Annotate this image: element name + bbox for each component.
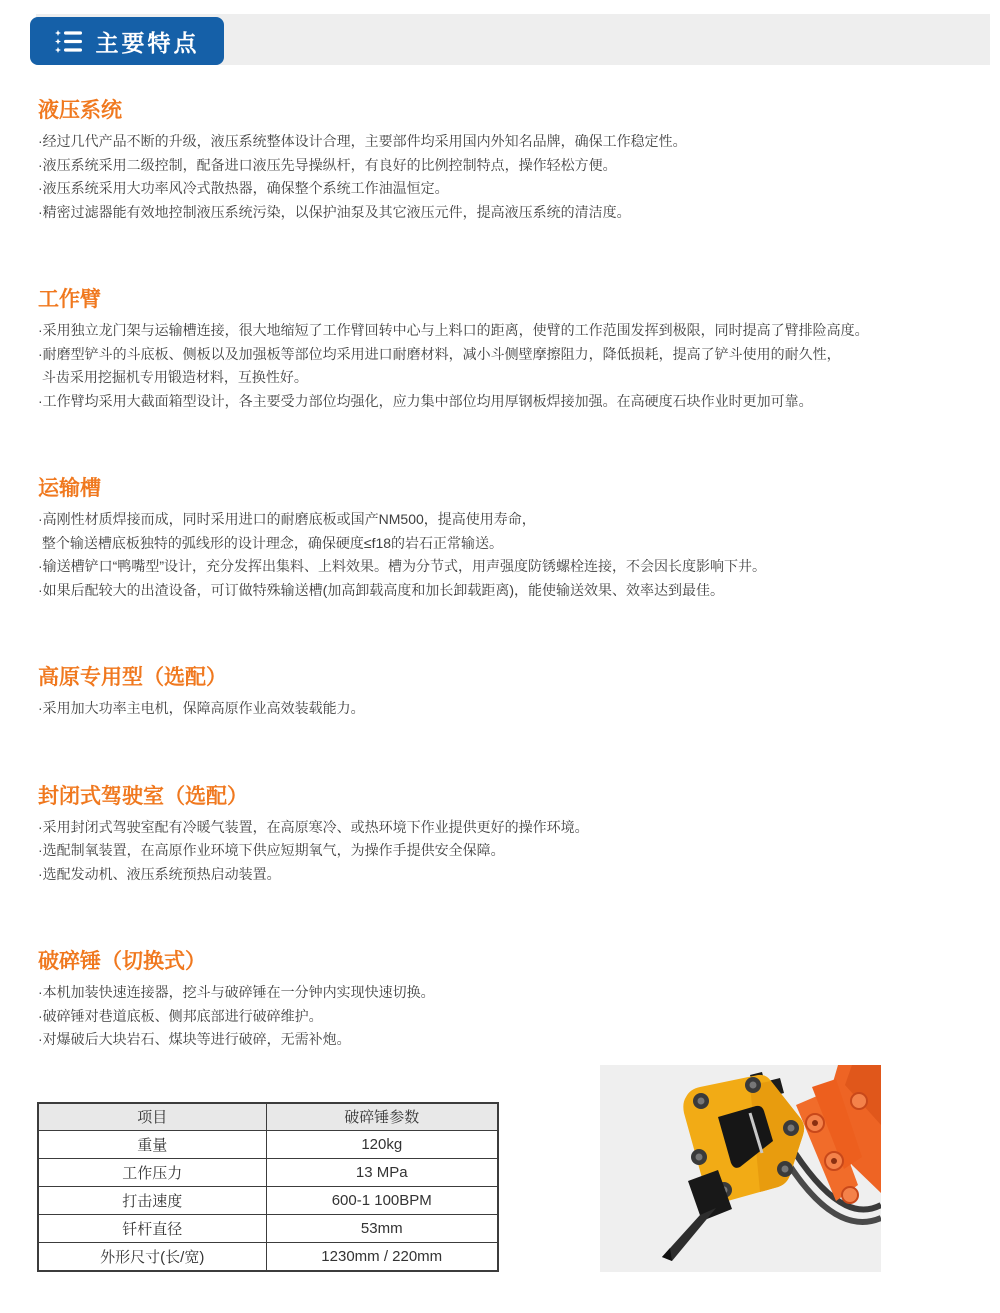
table-row (38, 1187, 498, 1215)
section-heading: 破碎锤（切换式） (38, 950, 206, 973)
feature-line: 整个输送槽底板独特的弧线形的设计理念，确保硬度≤f18的岩石正常输送。 (38, 534, 504, 551)
table-row (38, 1131, 498, 1159)
section-body (38, 130, 1000, 224)
feature-line: ·液压系统采用大功率风冷式散热器，确保整个系统工作油温恒定。 (38, 180, 449, 196)
feature-line: ·工作臂均采用大截面箱型设计，各主要受力部位均强化，应力集中部位均用厚钢板焊接加强。在高硬度石块作业时更加可靠。 (38, 392, 813, 409)
section-body (38, 981, 1000, 1052)
spec-value: 1230mm / 220mm (266, 1243, 498, 1271)
section-heading: 运输槽 (38, 477, 101, 500)
feature-line: ·输送槽铲口“鸭嘴型”设计，充分发挥出集料、上料效果。槽为分节式，用声强度防锈螺栓连接，不会因长度影响下井。 (38, 558, 766, 574)
feature-line: ·采用加大功率主电机，保障高原作业高效装载能力。 (38, 700, 365, 716)
section-title-badge (30, 17, 224, 65)
table-row (38, 1215, 498, 1243)
section-body (38, 319, 1000, 413)
section-plateau-type (38, 666, 1000, 721)
feature-line: ·经过几代产品不断的升级，液压系统整体设计合理，主要部件均采用国内外知名品牌，确保工作稳定性。 (38, 133, 687, 149)
feature-line: ·高刚性材质焊接而成，同时采用进口的耐磨底板或国产NM500，提高使用寿命， (38, 511, 536, 527)
section-body (38, 816, 1000, 887)
section-body (38, 697, 1000, 721)
list-icon (55, 30, 82, 53)
feature-line: ·精密过滤器能有效地控制液压系统污染，以保护油泵及其它液压元件，提高液压系统的清洁度。 (38, 203, 631, 220)
feature-line: ·选配发动机、液压系统预热启动装置。 (38, 865, 281, 882)
breaker-spec-table (37, 1102, 499, 1272)
page-title: 主要特点 (95, 29, 200, 56)
section-hydraulic-system (38, 99, 1000, 224)
section-body (38, 508, 1000, 602)
section-heading: 工作臂 (38, 288, 101, 311)
breaker-hammer-image (600, 1065, 881, 1272)
section-heading: 高原专用型（选配） (38, 666, 227, 689)
feature-line: ·采用封闭式驾驶室配有冷暖气装置，在高原寒冷、或热环境下作业提供更好的操作环境。 (38, 818, 589, 835)
table-row (38, 1159, 498, 1187)
spec-label: 重量 (38, 1131, 266, 1159)
spec-label: 打击速度 (38, 1187, 266, 1215)
bottom-row (38, 1065, 1000, 1295)
section-breaker-hammer (38, 950, 1000, 1052)
spec-label: 外形尺寸(长/宽) (38, 1243, 266, 1271)
feature-line: ·破碎锤对巷道底板、侧邦底部进行破碎维护。 (38, 1007, 323, 1024)
spec-value: 53mm (266, 1215, 498, 1243)
main-content (0, 99, 1000, 1295)
feature-line: 斗齿采用挖掘机专用锻造材料，互换性好。 (38, 369, 308, 385)
spec-value: 600-1 100BPM (266, 1187, 498, 1215)
col-header-params: 破碎锤参数 (266, 1103, 498, 1131)
section-working-arm (38, 288, 1000, 413)
feature-line: ·本机加装快速连接器，挖斗与破碎锤在一分钟内实现快速切换。 (38, 984, 435, 1000)
section-enclosed-cab (38, 785, 1000, 887)
table-header-row (38, 1103, 498, 1131)
feature-line: ·对爆破后大块岩石、煤块等进行破碎，无需补炮。 (38, 1031, 351, 1047)
spec-label: 工作压力 (38, 1159, 266, 1187)
table-row (38, 1243, 498, 1271)
section-heading: 液压系统 (38, 99, 122, 122)
spec-value: 120kg (266, 1131, 498, 1159)
section-transport-trough (38, 477, 1000, 602)
feature-line: ·采用独立龙门架与运输槽连接，很大地缩短了工作臂回转中心与上料口的距离，使臂的工作范围发挥到极限，同时提高了臂排险高度。 (38, 322, 869, 338)
page-header (0, 0, 1000, 65)
spec-label: 钎杆直径 (38, 1215, 266, 1243)
feature-line: ·耐磨型铲斗的斗底板、侧板以及加强板等部位均采用进口耐磨材料，减小斗侧壁摩擦阻力，降低损耗，提高了铲斗使用的耐久性， (38, 345, 841, 362)
feature-line: ·选配制氧装置，在高原作业环境下供应短期氧气，为操作手提供安全保障。 (38, 842, 505, 858)
feature-line: ·液压系统采用二级控制，配备进口液压先导操纵杆，有良好的比例控制特点，操作轻松方便。 (38, 156, 617, 173)
feature-line: ·如果后配较大的出渣设备，可订做特殊输送槽(加高卸载高度和加长卸载距离)，能使输送效果、效率达到最佳。 (38, 581, 724, 598)
col-header-item: 项目 (38, 1103, 266, 1131)
section-heading: 封闭式驾驶室（选配） (38, 784, 248, 808)
spec-value: 13 MPa (266, 1159, 498, 1187)
